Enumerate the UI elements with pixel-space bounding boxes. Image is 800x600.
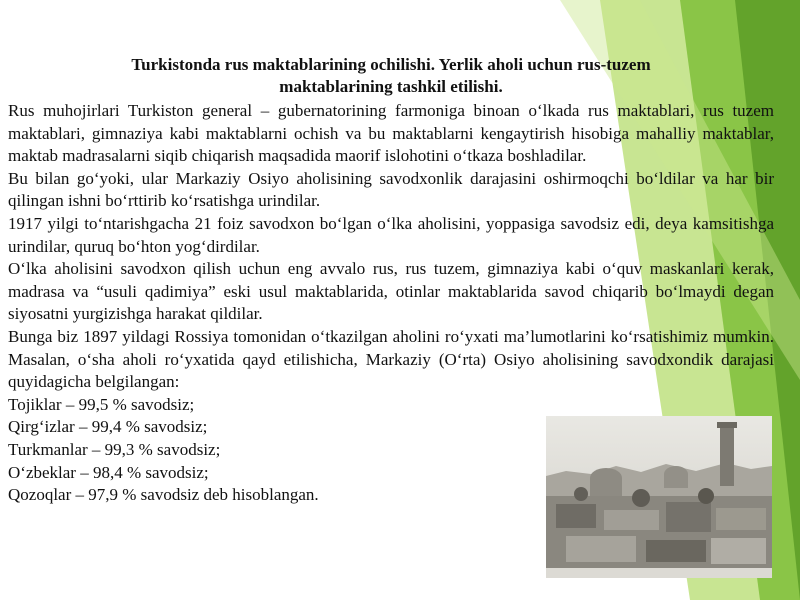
paragraph-1: Rus muhojirlari Turkiston general – gubernatorining farmoniga binoan o‘lkada rus maktablari, rus tuzem maktablari, gimnaziya kabi maktablarni ochish va bu maktablarni kengaytirish hisobiga mahalliy maktablar, maktab madrasalarni siqib chiqarish maqsadida maorif islohotini o‘tkaza boshladilar. xyxy=(8,101,774,166)
stat-ozbeklar: O‘zbeklar – 98,4 % savodsiz; xyxy=(8,462,209,482)
stat-turkmanlar: Turkmanlar – 99,3 % savodsiz; xyxy=(8,439,221,459)
stat-qozoqlar: Qozoqlar – 97,9 % savodsiz deb hisoblangan. xyxy=(8,485,319,505)
stat-qirgizlar: Qirg‘izlar – 99,4 % savodsiz; xyxy=(8,417,208,437)
title-line-2: maktablarining tashkil etilishi. xyxy=(279,77,503,96)
historic-city-photo xyxy=(546,416,772,578)
paragraph-2: Bu bilan go‘yoki, ular Markaziy Osiyo aholisining savodxonlik darajasini oshirmoqchi bo‘ldilar va har bir qilingan ishni bo‘rttirib ko‘rsatishga urindilar. xyxy=(8,168,774,211)
historic-city-photo-icon xyxy=(546,416,772,578)
stat-tojiklar: Tojiklar – 99,5 % savodsiz; xyxy=(8,394,195,414)
title-line-1: Turkistonda rus maktablarining ochilishi. Yerlik aholi uchun rus-tuzem xyxy=(131,55,651,74)
paragraph-3: 1917 yilgi to‘ntarishgacha 21 foiz savodxon bo‘lgan o‘lka aholisini, yoppasiga savodsiz edi, deya kamsitishga urindilar, quruq bo‘hton yog‘dirdilar. xyxy=(8,213,774,256)
page-title xyxy=(8,54,774,98)
paragraph-4: O‘lka aholisini savodxon qilish uchun eng avvalo rus, rus tuzem, gimnaziya kabi o‘quv maskanlari kerak, madrasa va “usuli qadimiya” eski usul maktablarida, otinlar maktablarida savod chiqarib bo‘lmaydi degan siyosatni yurgizishga harakat qildilar. xyxy=(8,259,774,324)
paragraph-5: Bunga biz 1897 yildagi Rossiya tomonidan o‘tkazilgan aholini ro‘yxati ma’lumotlarini ko‘rsatishimiz mumkin. Masalan, o‘sha aholi ro‘yxatida qayd etilishicha, Markaziy (O‘rta) Osiyo aholisining savodxondik darajasi quyidagicha belgilangan: xyxy=(8,326,774,392)
